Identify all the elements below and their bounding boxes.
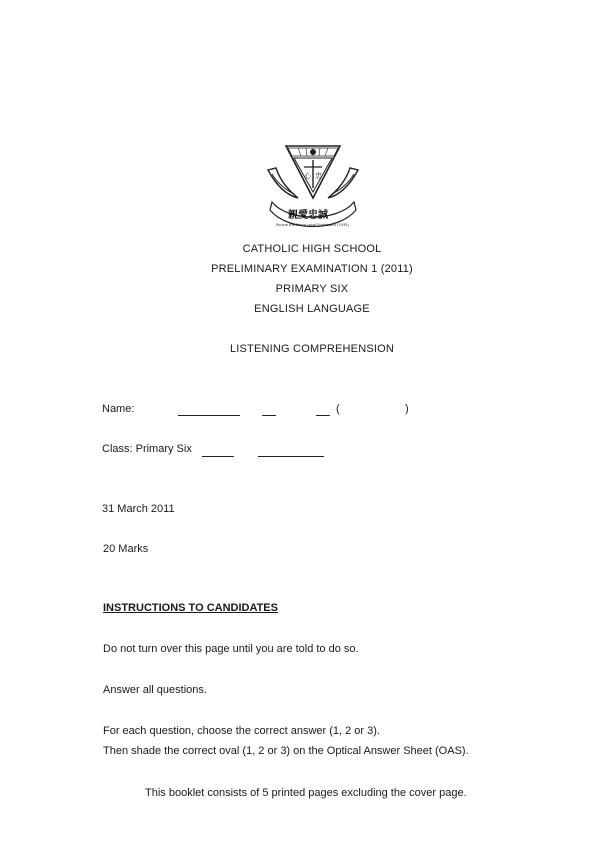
class-label: Class: Primary Six [102, 443, 192, 455]
name-blank-1[interactable] [178, 414, 240, 416]
name-blank-2[interactable] [262, 414, 276, 416]
paper-title: LISTENING COMPREHENSION [229, 343, 395, 355]
subject-title: ENGLISH LANGUAGE [254, 303, 370, 315]
class-blank-2[interactable] [258, 455, 324, 457]
total-marks: 20 Marks [103, 543, 149, 555]
booklet-note: This booklet consists of 5 printed pages excluding the cover page. [145, 787, 467, 799]
exam-date: 31 March 2011 [102, 503, 175, 515]
name-blank-3[interactable] [316, 414, 330, 416]
instruction-line-2: Answer all questions. [103, 684, 207, 696]
instructions-heading: INSTRUCTIONS TO CANDIDATES [103, 602, 278, 614]
school-name: CATHOLIC HIGH SCHOOL [242, 243, 382, 255]
name-field-row [102, 403, 134, 415]
school-crest-logo [258, 140, 368, 230]
register-open-paren: ( [336, 403, 340, 415]
class-blank-1[interactable] [202, 455, 234, 457]
instruction-line-4: Then shade the correct oval (1, 2 or 3) on the Optical Answer Sheet (OAS). [103, 745, 469, 757]
crest-ribbon-text: Pursue the Primo Loyal Endeavour (1935) [276, 223, 349, 227]
instruction-line-1: Do not turn over this page until you are told to do so. [103, 643, 359, 655]
level-title: PRIMARY SIX [275, 283, 349, 295]
exam-title: PRELIMINARY EXAMINATION 1 (2011) [211, 263, 413, 275]
register-close-paren: ) [405, 403, 409, 415]
name-label: Name: [102, 403, 135, 415]
crest-motto: 親愛忠誠 [288, 210, 328, 221]
svg-text:心: 心 [304, 172, 311, 180]
instruction-line-3: For each question, choose the correct answer (1, 2 or 3). [103, 725, 380, 737]
svg-text:忠: 忠 [315, 172, 322, 180]
